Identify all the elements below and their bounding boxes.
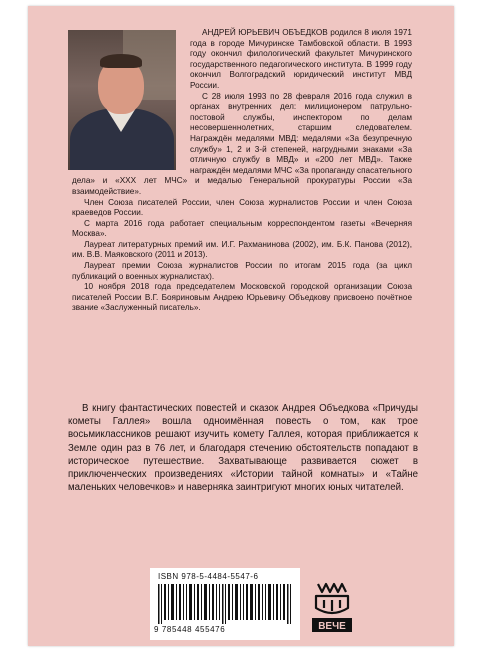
bio-paragraph: Лауреат премии Союза журналистов России по итогам 2015 года (за цикл публикаций о военных журналистах). (72, 261, 412, 281)
publisher-logo-text: ВЕЧЕ (318, 621, 346, 632)
barcode-digits: 9 785448 455476 (154, 625, 226, 634)
bio-paragraph: С 28 июля 1993 по 28 февраля 2016 года служил в органах внутренних дел: милиционером патрульно-постовой службы, инспектором по делам несовершеннолетних, старшим следователем. Награждён медалями МВД: медалями «За безупречную службу» 1, 2 и 3-й степеней, нагрудными знаками «За отличную службу в МВД» и «200 лет МВД». Также награждён медалями МЧС «За пропаганду спасательного дела» и «XXX лет МЧС» и медалью Генеральной прокуратуры России «За взаимодействие». (72, 91, 412, 196)
bio-paragraph: Лауреат литературных премий им. И.Г. Рахманинова (2002), им. Б.К. Панова (2012), им. В.В. Маяковского (2011 и 2013). (72, 239, 412, 260)
book-annotation (68, 402, 418, 494)
bio-paragraph: АНДРЕЙ ЮРЬЕВИЧ ОБЪЕДКОВ родился 8 июля 1971 года в городе Мичуринске Тамбовской области. В 1993 году окончил филологический факультет Мичуринского государственного педагогического института. В 1999 году окончил Волгоградский юридический институт МВД России. (190, 28, 412, 90)
barcode-icon (158, 584, 292, 624)
bio-paragraph: 10 ноября 2018 года председателем Московской городской организации Союза писателей России В.Г. Бояриновым Андрею Юрьевичу Объедкову присвоено почётное звание «Заслуженный писатель». (72, 282, 412, 313)
barcode-block (150, 568, 300, 640)
bio-paragraph: Член Союза писателей России, член Союза журналистов России и член Союза краеведов России. (72, 197, 412, 218)
publisher-logo (310, 578, 354, 634)
author-biography (72, 28, 412, 314)
annotation-text: В книгу фантастических повестей и сказок Андрея Объедкова «Причуды кометы Галлея» вошла одноимённая повесть о том, как трое восьмиклассников решают изучить комету Галлея, которая приближается к Земле один раз в 76 лет, и благодаря стечению обстоятельств попадают в историческое путешествие. Захватывающе развивается сюжет в приключенческих произведениях «Истории тайной комнаты» и «Тайне маленьких человечков» и наверняка заинтригуют многих юных читателей. (68, 403, 418, 494)
back-cover (28, 6, 454, 646)
isbn-label: ISBN 978-5-4484-5547-6 (158, 572, 259, 581)
bio-paragraph: С марта 2016 года работает специальным корреспондентом газеты «Вечерняя Москва». (72, 218, 412, 239)
